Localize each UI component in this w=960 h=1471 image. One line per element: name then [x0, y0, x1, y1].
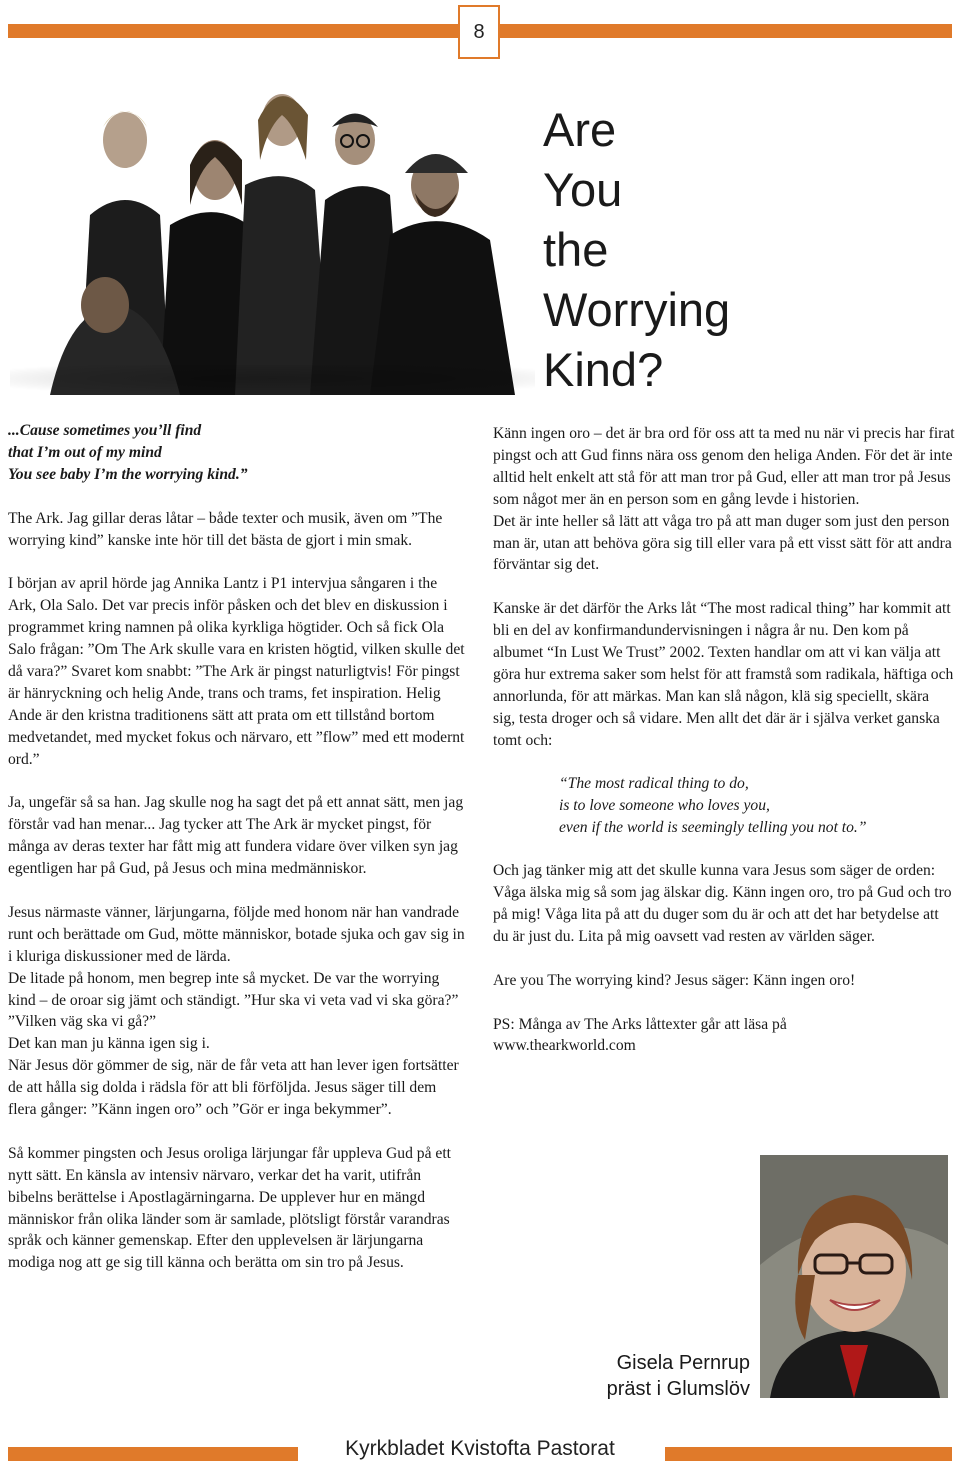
song-quote [493, 773, 955, 839]
footer-bar-right [665, 1447, 952, 1461]
ps-text: PS: Många av The Arks låttexter går att läsa på [493, 1015, 787, 1033]
header-bar-left [8, 24, 458, 38]
lyrics-quote [8, 420, 468, 486]
author-photo [760, 1155, 948, 1398]
paragraph [493, 1014, 955, 1058]
author-role: präst i Glumslöv [606, 1378, 750, 1400]
page-number [458, 5, 500, 59]
paragraph: Kanske är det därför the Arks låt “The most radical thing” har kommit att bli en del av konfirmandundervisningen i några år nu. Den kom på albumet “In Lust We Trust” 2002. Texten handlar om att vi kan välja att göra hur extrema saker som helst för att framstå som radikala, häftiga och annorlunda, för att märkas. Man kan slå någon, klä sig speciellt, skära sig, testa droger och så vidare. Men allt det där är i själva verket ganska tomt och: [493, 600, 954, 749]
quote-line: is to love someone who loves you, [559, 797, 770, 815]
article-title [543, 100, 843, 400]
paragraph: Ja, ungefär så sa han. Jag skulle nog ha sagt det på ett annat sätt, men jag förstår vad han menar... Jag tycker att The Ark är mycket pingst, för många av deras texter har fått mig att fundera vidare över vilken syn jag egentligen har på Gud, på Jesus och mina medmänniskor. [8, 794, 464, 878]
band-photo [10, 65, 535, 395]
author-name: Gisela Pernrup [616, 1352, 750, 1374]
footer-publication: Kyrkbladet Kvistofta Pastorat [345, 1437, 615, 1460]
title-line: the [543, 223, 609, 276]
footer-bar-left [8, 1447, 298, 1461]
paragraph: Det kan man ju känna igen sig i. [8, 1035, 210, 1053]
quote-line: even if the world is seemingly telling you not to.” [559, 819, 867, 837]
website-link[interactable]: www.thearkworld.com [493, 1037, 636, 1055]
quote-line: “The most radical thing to do, [559, 775, 749, 793]
lyrics-line: ...Cause sometimes you’ll find [8, 422, 202, 439]
paragraph: När Jesus dör gömmer de sig, när de får veta att han lever igen fortsätter de att hålla sig dolda i rädsla för att bli förföljda. Jesus säger till dem flera gånger: ”Känn ingen oro” och ”Gör er inga bekymmer”. [8, 1057, 459, 1119]
paragraph: Så kommer pingsten och Jesus oroliga lärjungar får uppleva Gud på ett nytt sätt. En känsla av intensiv närvaro, verkar det ha varit, utifrån bibelns berättelse i Apostlagärningarna. De upplever hur en mängd människor från olika länder som är samlade, plötsligt förstår varandras språk och känner gemenskap. Efter den upplevelsen är lärjungarna modiga nog att ge sig till känna och berätta om sin tro på Jesus. [8, 1144, 452, 1272]
paragraph: Det är inte heller så lätt att våga tro på att man duger som just den person man är, utan att behöva göra sig till eller vara på ett visst sätt för att andra förväntar sig det. [493, 512, 952, 574]
lyrics-line: that I’m out of my mind [8, 443, 162, 461]
author-signature [560, 1350, 750, 1402]
page-number-text: 8 [473, 20, 485, 43]
lyrics-line: You see baby I’m the worrying kind.” [8, 465, 248, 483]
paragraph: De litade på honom, men begrep inte så mycket. De var the worrying kind – de oroar sig jämt och ständigt. ”Hur ska vi veta vad vi ska göra?” ”Vilken väg ska vi gå?” [8, 969, 459, 1031]
title-line: You [543, 163, 623, 216]
right-column [493, 423, 955, 1079]
paragraph: Och jag tänker mig att det skulle kunna vara Jesus som säger de orden: Våga älska mig så som jag älskar dig. Känn ingen oro, tro på Gud och tro på mig! Våga lita på att du duger som du är och att det har betydelse att du är just du. Lita på mig oavsett vad resten av världen säger. [493, 862, 952, 945]
paragraph: I början av april hörde jag Annika Lantz i P1 intervjua sångaren i the Ark, Ola Salo. Det var precis inför påsken och det blev en diskussion i programmet kring namnen på olika kyrkliga högtider. Och så fick Ola Salo frågan: ”Om The Ark skulle vara en kristen högtid, vilken skulle det då vara?” Svaret kom snabbt: ”The Ark är pingst naturligtvis! För pingst är hänryckning och helig Ande, trans och trams, fet inspiration. Helig Ande är den kristna traditionens sätt att prata om ett tillstånd bortom medvetandet, med mycket fokus och närvaro, ett ”flow” med ett modernt ord.” [8, 575, 465, 768]
paragraph: Are you The worrying kind? Jesus säger: Känn ingen oro! [493, 971, 856, 989]
header-bar-right [500, 24, 952, 38]
left-column [8, 420, 468, 1296]
title-line: Are [543, 103, 617, 156]
paragraph: The Ark. Jag gillar deras låtar – både texter och musik, även om ”The worrying kind” kanske inte hör till det bästa de gjort i min smak. [8, 509, 443, 549]
paragraph: Jesus närmaste vänner, lärjungarna, följde med honom när han vandrade runt och berättade om Gud, mötte människor, botade sjuka och gav sig in i kluriga diskussioner med de lärda. [8, 903, 465, 965]
title-line: Worrying [543, 283, 731, 336]
paragraph: Känn ingen oro – det är bra ord för oss att ta med nu när vi precis har firat pingst och att Gud finns nära oss genom den heliga Anden. För det är inte alltid helt enkelt att stå för att man tror på Gud, eller att man tror på Jesus som något mer än en person som en gång levde i historien. [493, 425, 955, 508]
title-line: Kind? [543, 343, 664, 396]
